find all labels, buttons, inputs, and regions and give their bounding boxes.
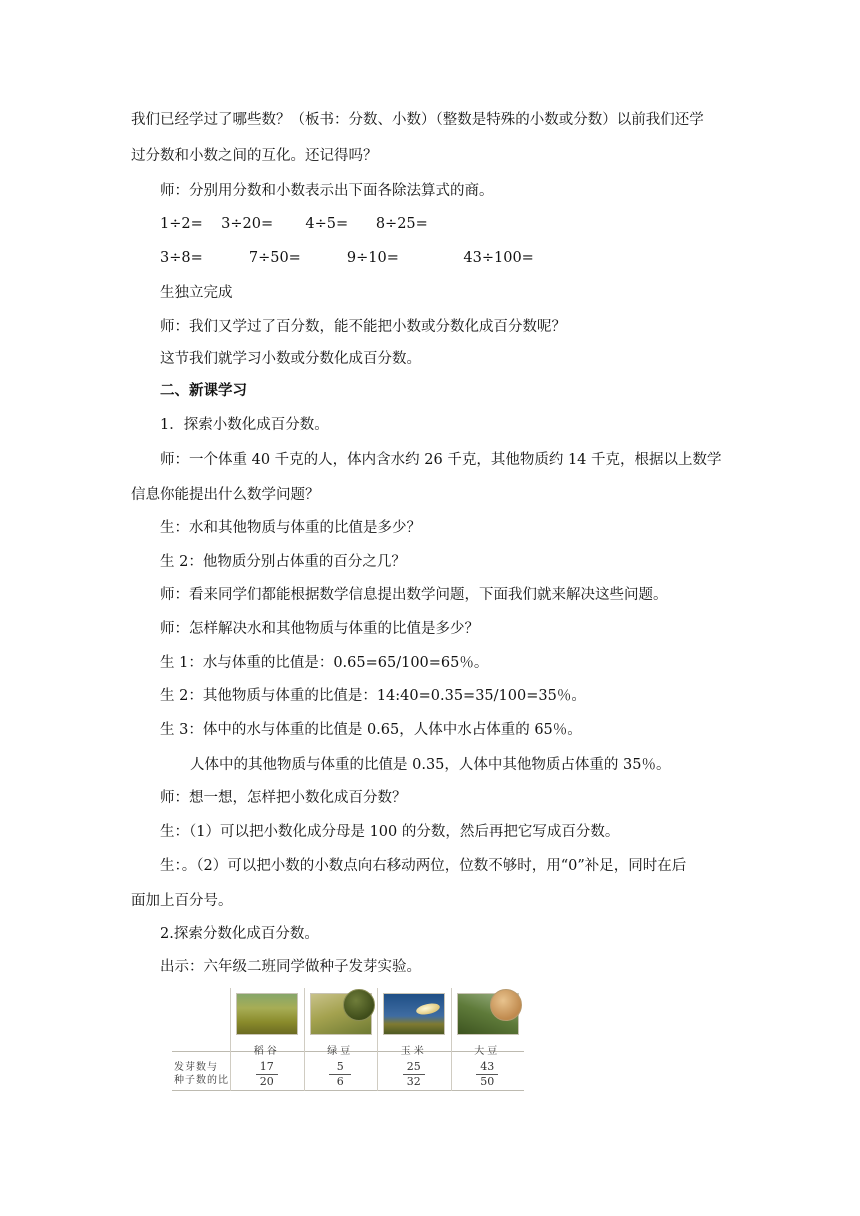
paragraph-line: 生独立完成 <box>160 285 233 301</box>
paragraph-line: 生 1：水与体重的比值是：0.65=65/100=65％。 <box>160 655 489 671</box>
numerator: 17 <box>259 1060 274 1073</box>
soybean-photo <box>457 993 519 1035</box>
paragraph-line: 生：水和其他物质与体重的比值是多少？ <box>160 520 421 536</box>
crop-name: 大豆 <box>474 1046 501 1057</box>
rice-photo <box>236 993 298 1035</box>
denominator: 20 <box>259 1075 274 1088</box>
numerator: 25 <box>406 1060 421 1073</box>
row-label-line: 种子数的比 <box>174 1075 229 1086</box>
paragraph-line: 生 3：体中的水与体重的比值是 0.65，人体中水占体重的 65％。 <box>160 722 582 738</box>
paragraph-line: 面加上百分号。 <box>131 893 233 909</box>
crop-column-rice <box>230 988 304 1091</box>
mung-bean-seeds <box>343 989 375 1021</box>
mung-bean-photo <box>310 993 372 1035</box>
numerator: 5 <box>336 1060 344 1073</box>
fraction <box>230 1061 304 1088</box>
paragraph-line: 生：。（2）可以把小数的小数点向右移动两位，位数不够时，用“0”补足，同时在后 <box>160 858 687 874</box>
denominator: 6 <box>336 1075 344 1088</box>
paragraph-line: 师：想一想，怎样把小数化成百分数？ <box>160 790 407 806</box>
paragraph-line: 人体中的其他物质与体重的比值是 0.35，人体中其他物质占体重的 35％。 <box>190 757 671 773</box>
fraction <box>304 1061 378 1088</box>
paragraph-line: 过分数和小数之间的互化。还记得吗？ <box>131 148 378 164</box>
crop-name: 稻谷 <box>253 1046 280 1057</box>
paragraph-line: 师：分别用分数和小数表示出下面各除法算式的商。 <box>160 183 494 199</box>
row-label-line: 发芽数与 <box>174 1062 218 1073</box>
division-exercises-line: 3÷8= 7÷50= 9÷10= 43÷100= <box>160 250 534 266</box>
soybean-seeds <box>490 989 522 1021</box>
paragraph-line: 生 2：他物质分别占体重的百分之几？ <box>160 554 406 570</box>
paragraph-line: 师：一个体重 40 千克的人，体内含水约 26 千克，其他物质约 14 千克，根据以上数学 <box>160 452 722 468</box>
fraction <box>451 1061 525 1088</box>
paragraph-line: 信息你能提出什么数学问题？ <box>131 487 320 503</box>
crop-column-mung-bean <box>304 988 378 1091</box>
paragraph-line: 生 2：其他物质与体重的比值是：14:40=0.35=35/100=35％。 <box>160 688 586 704</box>
paragraph-line: 师：怎样解决水和其他物质与体重的比值是多少？ <box>160 621 479 637</box>
paragraph-line: 生：（1）可以把小数化成分母是 100 的分数，然后再把它写成百分数。 <box>160 824 620 840</box>
crop-column-corn <box>377 988 451 1091</box>
paragraph-line: 出示：六年级二班同学做种子发芽实验。 <box>160 959 421 975</box>
fraction <box>377 1061 451 1088</box>
paragraph-line: 师：我们又学过了百分数，能不能把小数或分数化成百分数呢？ <box>160 319 566 335</box>
crop-column-soybean <box>451 988 525 1091</box>
paragraph-line: 师：看来同学们都能根据数学信息提出数学问题，下面我们就来解决这些问题。 <box>160 587 668 603</box>
paragraph-line: 我们已经学过了哪些数？（板书：分数、小数）（整数是特殊的小数或分数）以前我们还学 <box>131 112 704 128</box>
seed-germination-figure <box>172 988 524 1091</box>
subsection-heading: 2.探索分数化成百分数。 <box>160 926 319 942</box>
corn-photo <box>383 993 445 1035</box>
denominator: 32 <box>406 1075 421 1088</box>
division-exercises-line: 1÷2= 3÷20= 4÷5= 8÷25= <box>160 216 428 232</box>
section-heading: 二、新课学习 <box>160 382 247 399</box>
crop-name: 绿豆 <box>327 1046 354 1057</box>
subsection-heading: 1．探索小数化成百分数。 <box>160 417 329 433</box>
corn-seed <box>415 1002 441 1017</box>
paragraph-line: 这节我们就学习小数或分数化成百分数。 <box>160 351 421 367</box>
denominator: 50 <box>480 1075 495 1088</box>
crop-name: 玉米 <box>400 1046 427 1057</box>
numerator: 43 <box>480 1060 495 1073</box>
